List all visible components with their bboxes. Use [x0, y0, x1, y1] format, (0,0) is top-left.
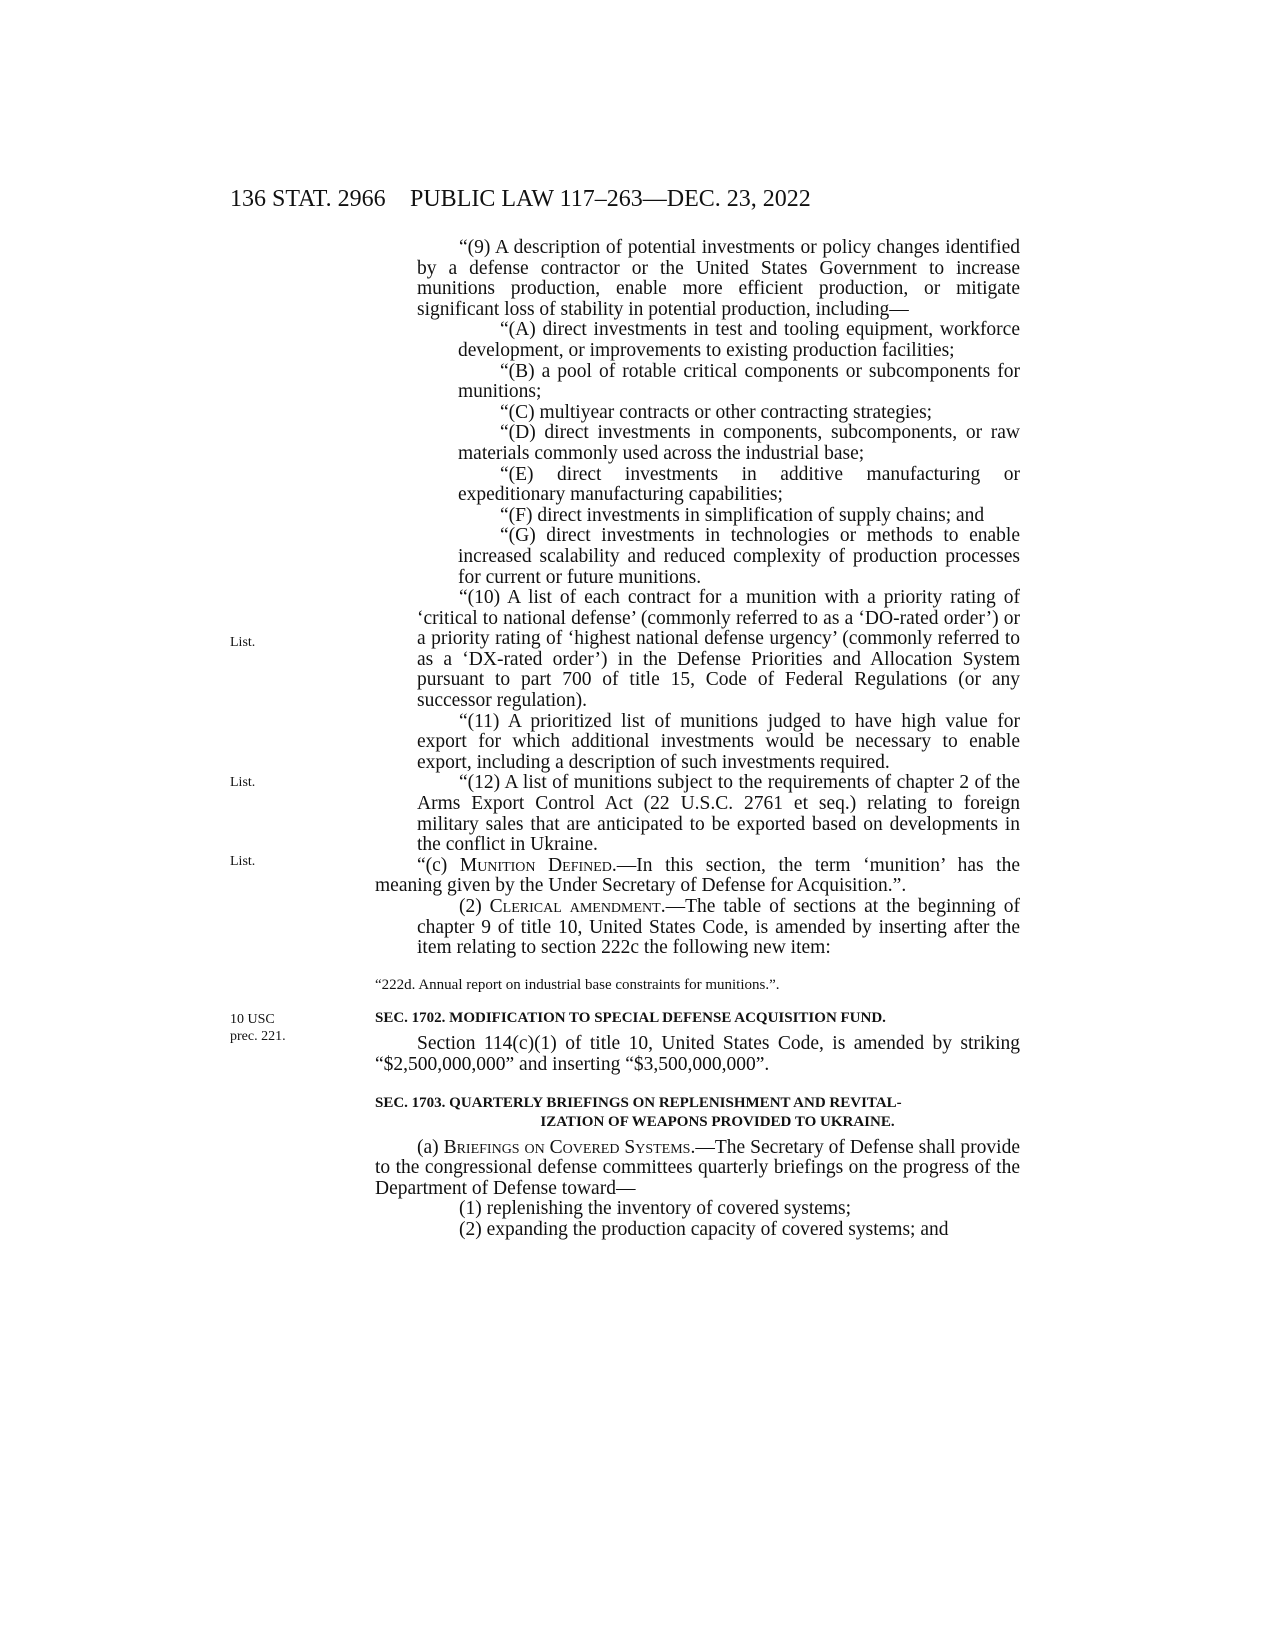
paragraph-2-prefix: (2) [459, 896, 490, 917]
subparagraph-e: “(E) direct investments in additive manufacturing or expeditionary manufacturing capabilities; [458, 463, 1020, 506]
subparagraph-d: “(D) direct investments in components, subcomponents, or raw materials commonly used across the industrial base; [458, 422, 1020, 464]
margin-note-list: List. [230, 775, 256, 790]
subsection-a-heading: Briefings on Covered Systems [443, 1136, 691, 1158]
paragraph-11: “(11) A prioritized list of munitions judged to have high value for export for which additional investments would be necessary to enable export, including a description of such investments required. [417, 710, 1020, 773]
paragraph-2-clerical [375, 897, 1020, 959]
subsection-a-paragraph-2: (2) expanding the production capacity of covered systems; and [459, 1218, 949, 1240]
subparagraph-b: “(B) a pool of rotable critical components or subcomponents for munitions; [458, 360, 1020, 403]
document-body [375, 238, 1020, 1241]
subparagraph-a: “(A) direct investments in test and tooling equipment, workforce development, or improvements to existing production facilities; [458, 319, 1020, 361]
margin-note-usc-line1: 10 USC [230, 1012, 275, 1027]
subsection-c-text: .—In this section, the term ‘munition’ has the meaning given by the Under Secretary of Defense for Acquisition.”. [375, 854, 1020, 897]
page-header [0, 180, 1275, 220]
subsection-c-prefix: “(c) [417, 854, 460, 876]
table-item-222d: “222d. Annual report on industrial base constraints for munitions.”. [375, 976, 780, 993]
margin-note-list: List. [230, 854, 256, 869]
statute-page-number: 136 STAT. 2966 [230, 186, 386, 212]
section-1703-heading-line1: SEC. 1703. QUARTERLY BRIEFINGS ON REPLENISHMENT AND REVITAL- [375, 1094, 902, 1111]
subparagraph-g: “(G) direct investments in technologies or methods to enable increased scalability and reduced complexity of production processes for current or future munitions. [458, 525, 1020, 588]
section-1702-text: Section 114(c)(1) of title 10, United States Code, is amended by striking “$2,500,000,000” and inserting “$3,500,000,000”. [375, 1033, 1020, 1075]
subsection-a-prefix: (a) [417, 1136, 444, 1158]
subsection-c-heading: Munition Defined [459, 854, 612, 876]
subsection-a [375, 1138, 1020, 1200]
margin-note-usc-line2: prec. 221. [230, 1029, 286, 1044]
section-1703-heading [375, 1094, 1020, 1132]
subsection-a-paragraph-1: (1) replenishing the inventory of covered systems; [459, 1198, 852, 1220]
subparagraph-c: “(C) multiyear contracts or other contracting strategies; [500, 401, 933, 423]
paragraph-2-heading: Clerical amendment [489, 896, 661, 917]
subparagraph-f: “(F) direct investments in simplification of supply chains; and [500, 504, 985, 526]
section-1702-heading: SEC. 1702. MODIFICATION TO SPECIAL DEFENSE ACQUISITION FUND. [375, 1010, 886, 1027]
margin-note-list: List. [230, 635, 256, 650]
paragraph-2-text: .—The table of sections at the beginning of chapter 9 of title 10, United States Code, is amended by inserting after the item relating to section 222c the following new item: [417, 896, 1020, 959]
paragraph-12: “(12) A list of munitions subject to the requirements of chapter 2 of the Arms Export Control Act (22 U.S.C. 2761 et seq.) relating to foreign military sales that are anticipated to be exported based on developments in the conflict in Ukraine. [417, 772, 1020, 856]
paragraph-10: “(10) A list of each contract for a munition with a priority rating of ‘critical to national defense’ (commonly referred to as a ‘DO-rated order’) or a priority rating of ‘highest national defense urgency’ (commonly referred to as a ‘DX-rated order’) in the Defense Priorities and Allocation System pursuant to part 700 of title 15, Code of Federal Regulations (or any successor regulation). [417, 587, 1020, 712]
paragraph-9: “(9) A description of potential investments or policy changes identified by a defense contractor or the United States Government to increase munitions production, enable more efficient production, or mitigate significant loss of stability in potential production, including— [417, 237, 1020, 320]
section-1703-heading-line2: IZATION OF WEAPONS PROVIDED TO UKRAINE. [540, 1113, 895, 1130]
subsection-c [375, 856, 1020, 897]
margin-note-usc [230, 1011, 286, 1045]
running-title: PUBLIC LAW 117–263—DEC. 23, 2022 [410, 186, 811, 212]
subsection-a-text: .—The Secretary of Defense shall provide to the congressional defense committees quarterly briefings on the progress of the Department of Defense toward— [375, 1136, 1020, 1199]
